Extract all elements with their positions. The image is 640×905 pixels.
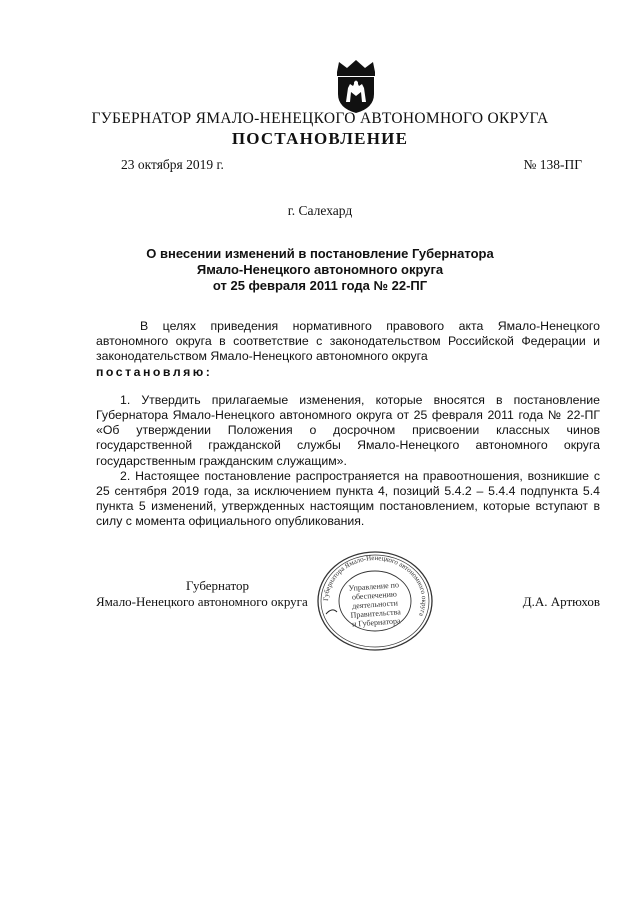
document-number: № 138-ПГ (523, 157, 582, 172)
document-date: 23 октября 2019 г. (121, 157, 224, 172)
stamp-center-text (342, 580, 409, 629)
document-type: ПОСТАНОВЛЕНИЕ (231, 129, 409, 148)
coat-of-arms-icon (333, 58, 379, 114)
title-line: О внесении изменений в постановление Губернатора (146, 246, 494, 261)
stamp-ring-text: Губернатора Ямало-Ненецкого автономного округа (321, 553, 429, 618)
clause-1: 1. Утвердить прилагаемые изменения, которые вносятся в постановление Губернатора Ямало-Ненецкого автономного округа от 25 февраля 2011 года № 22-ПГ «Об утверждении Положения о досрочном присвоении классных чинов государственной гражданской службы Ямало-Ненецкого автономного округа государственным гражданским служащим». (96, 392, 600, 468)
preamble-text: В целях приведения нормативного правового акта Ямало-Ненецкого автономного округа в соответствие с законодательством Российской Федерации и законодательством Ямало-Ненецкого автономного округа (96, 319, 600, 364)
document-body (96, 319, 600, 530)
stamp-line: деятельности (351, 598, 399, 611)
clause-2: 2. Настоящее постановление распространяется на правоотношения, возникшие с 25 сентября 2019 года, за исключением пункта 4, позиций 5.4.2 – 5.4.4 подпункта 5.4 пункта 5 изменений, утвержденных настоящим постановлением, которые вступают в силу с момента официального опубликования. (96, 468, 600, 529)
signatory-name: Д.А. Артюхов (522, 594, 600, 609)
signatory-organization: Ямало-Ненецкого автономного округа (96, 594, 308, 609)
stamp-line: Правительства (350, 607, 402, 620)
title-line: от 25 февраля 2011 года № 22-ПГ (212, 278, 428, 293)
signatory-title: Губернатор (186, 578, 249, 593)
preamble-paragraph (96, 319, 600, 380)
stamp-line: Управление по (348, 580, 400, 593)
stamp-line: и Губернатора (351, 616, 401, 629)
document-title (120, 246, 520, 294)
title-line: Ямало-Ненецкого автономного округа (196, 262, 444, 277)
issuing-authority: ГУБЕРНАТОР ЯМАЛО-НЕНЕЦКОГО АВТОНОМНОГО ОКРУГА (91, 110, 549, 127)
document-city: г. Салехард (287, 203, 353, 218)
stamp-line: обеспечению (351, 589, 398, 602)
resolve-word: постановляю: (96, 364, 213, 379)
